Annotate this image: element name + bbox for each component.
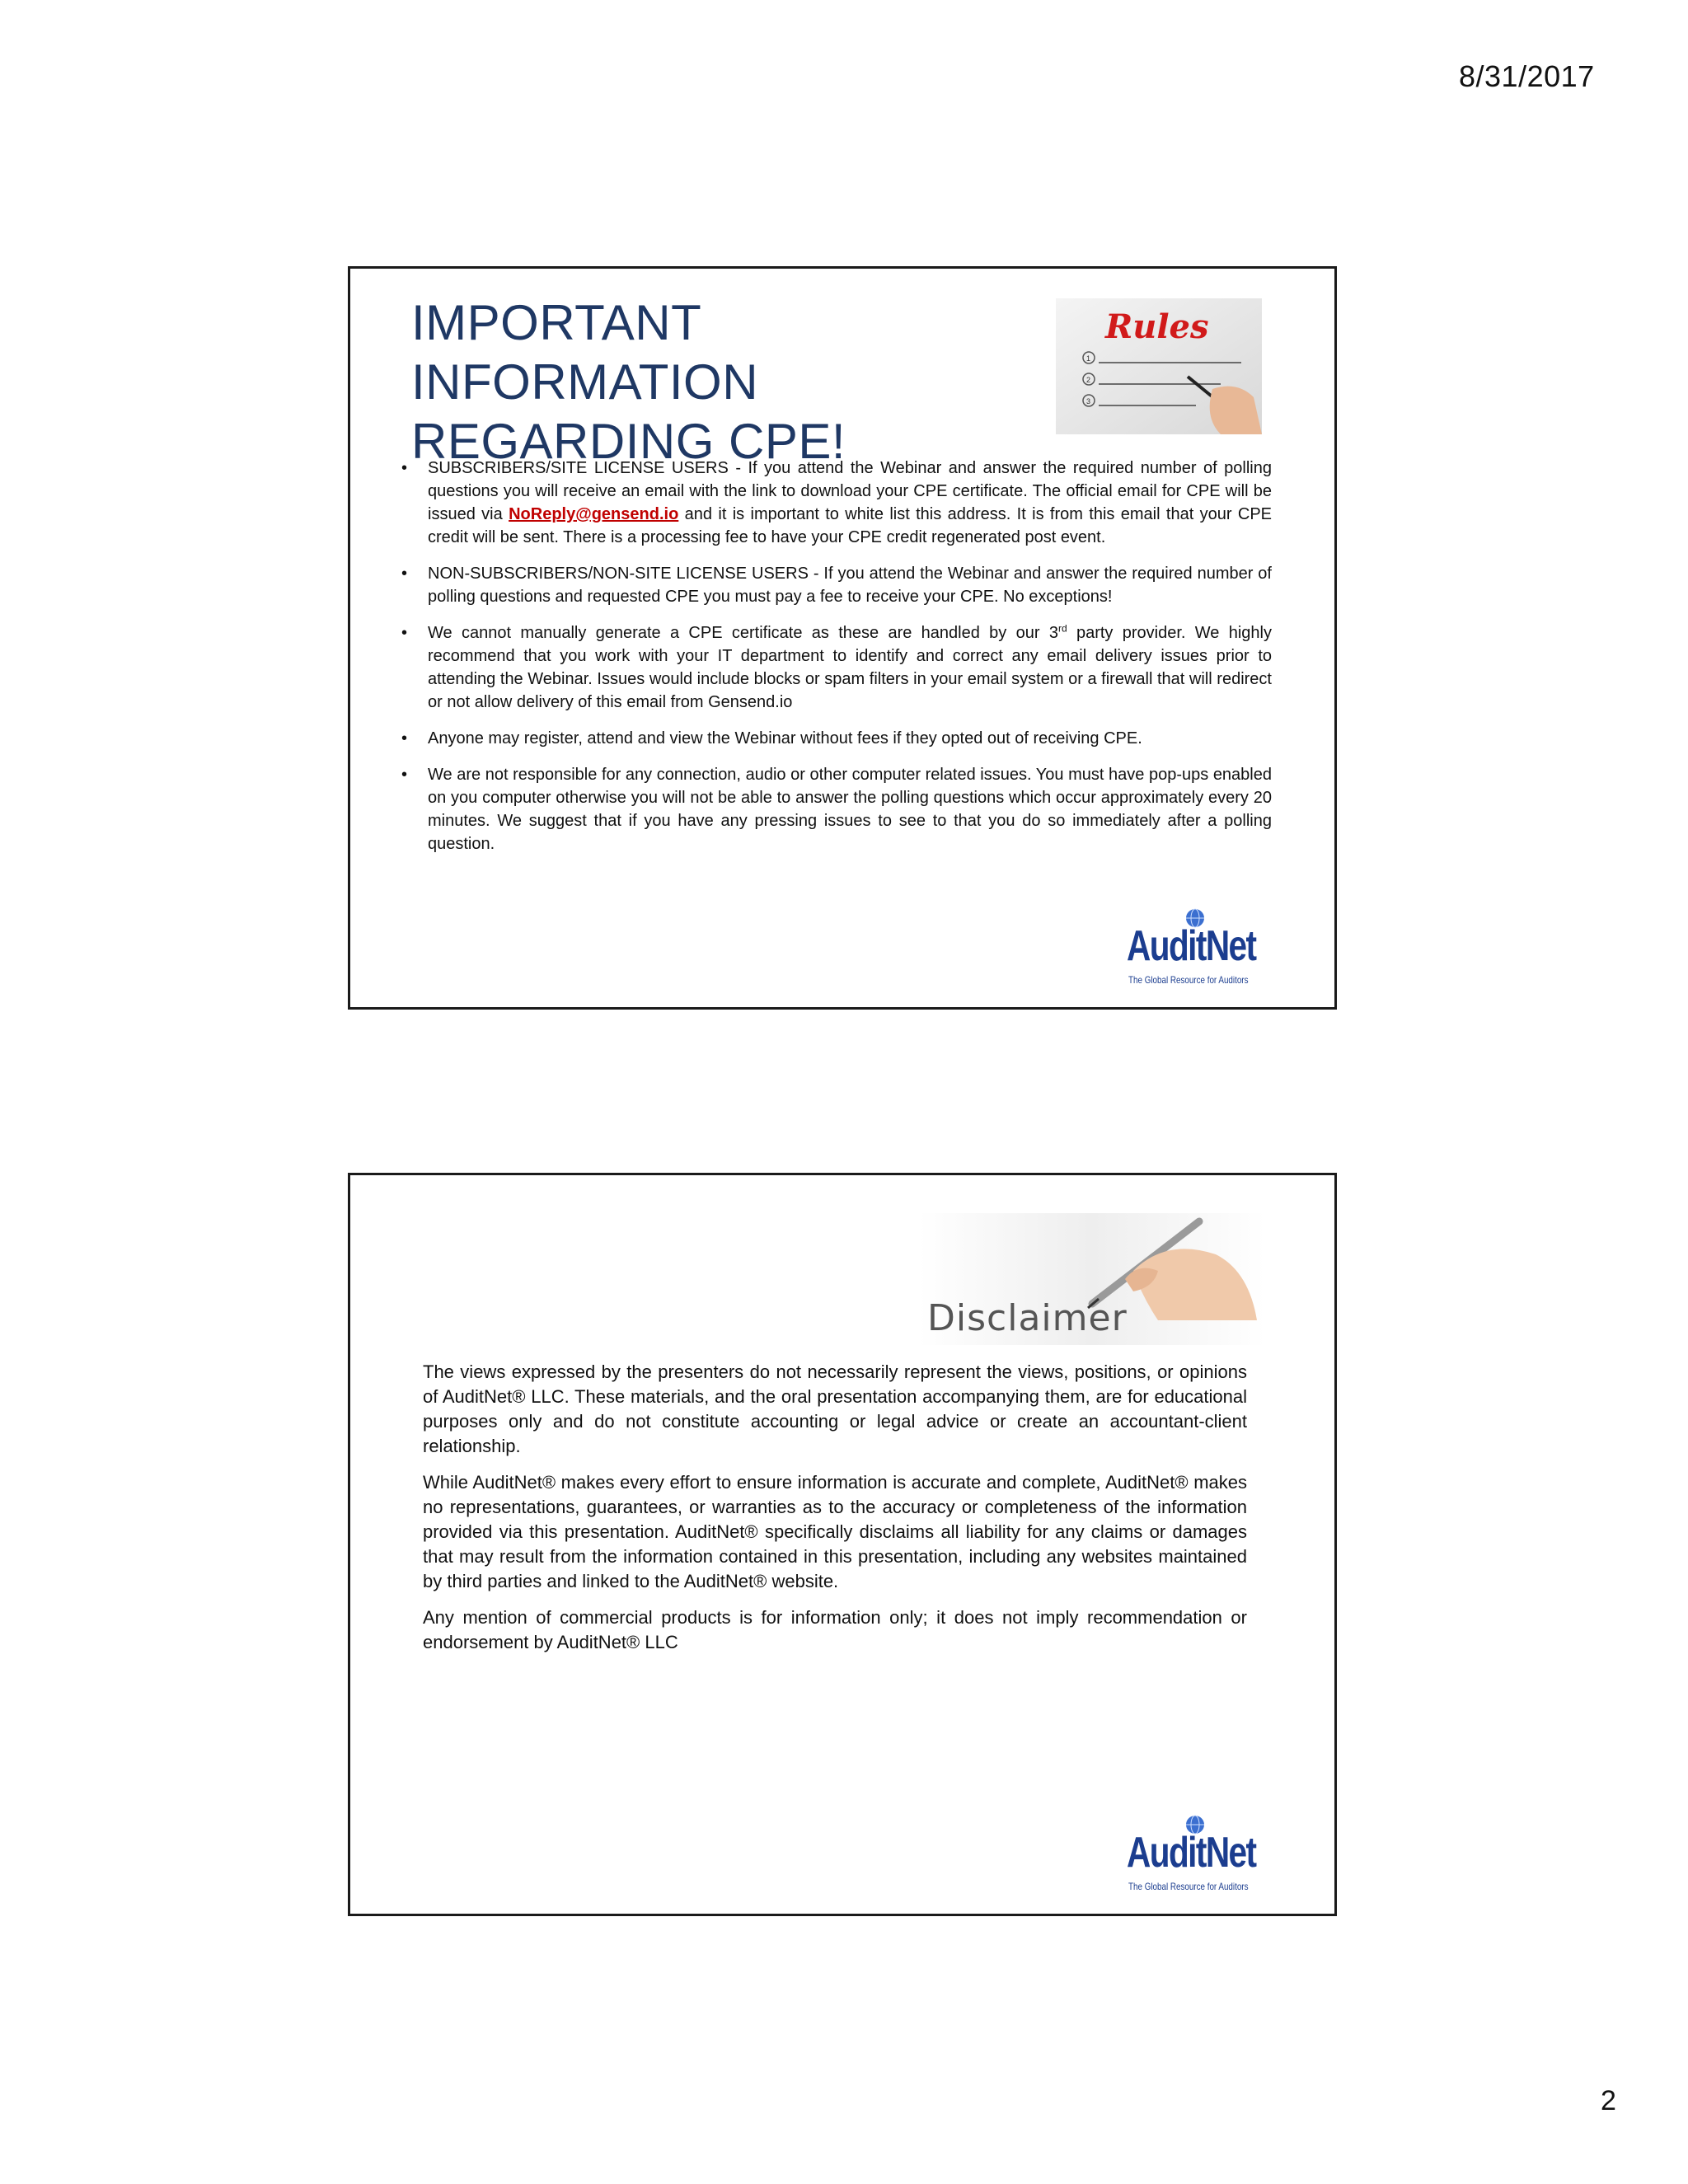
disclaimer-paragraph: Any mention of commercial products is for information only; it does not imply recommendation or endorsement by AuditNet® LLC bbox=[423, 1607, 1247, 1652]
list-item: • We cannot manually generate a CPE certificate as these are handled by our 3rd party provider. We highly recommend that you work with your IT department to identify and correct any email delivery issues prior to attending the Webinar. Issues would include blocks or spam filters in your email system or a firewall that will redirect or not allow delivery of this email from Gensend.io bbox=[398, 621, 1272, 714]
svg-text:1: 1 bbox=[1086, 354, 1091, 363]
cpe-rules-list bbox=[398, 457, 1272, 869]
disclaimer-paragraph: While AuditNet® makes every effort to ensure information is accurate and complete, AuditNet® makes no representations, guarantees, or warranties as to the accuracy or completeness of the information provided via this presentation. AuditNet® specifically disclaims all liability for any claims or damages that may result from the information contained in this presentation, including any websites maintained by third parties and linked to the AuditNet® website. bbox=[423, 1472, 1247, 1591]
auditnet-logo bbox=[1125, 903, 1265, 994]
slide-title: IMPORTANT INFORMATION REGARDING CPE! bbox=[411, 295, 846, 469]
auditnet-logo bbox=[1125, 1810, 1265, 1900]
svg-text:Rules: Rules bbox=[1105, 307, 1209, 346]
page-date: 8/31/2017 bbox=[1459, 59, 1595, 93]
slide-cpe-information bbox=[348, 266, 1337, 1010]
slide-disclaimer bbox=[348, 1173, 1337, 1916]
disclaimer-paragraph: The views expressed by the presenters do not necessarily represent the views, positions, or opinions of AuditNet® LLC. These materials, and the oral presentation accompanying them, are for educational purposes only and do not constitute accounting or legal advice or create an accountant-client relationship. bbox=[423, 1361, 1247, 1456]
cpe-email-link[interactable]: NoReply@gensend.io bbox=[509, 505, 679, 523]
logo-tagline: The Global Resource for Auditors bbox=[1128, 1881, 1249, 1892]
disclaimer-text bbox=[423, 1360, 1247, 1666]
logo-wordmark: AuditNet bbox=[1127, 922, 1256, 970]
svg-text:2: 2 bbox=[1086, 376, 1091, 384]
list-item: • We are not responsible for any connection, audio or other computer related issues. You must have pop-ups enabled on you computer otherwise you will not be able to answer the polling questions which occur approximately every 20 minutes. We suggest that if you have any pressing issues to see to that you do so immediately after a polling question. bbox=[398, 763, 1272, 855]
disclaimer-heading: Disclaimer bbox=[927, 1297, 1128, 1339]
list-item: • Anyone may register, attend and view the Webinar without fees if they opted out of receiving CPE. bbox=[398, 727, 1272, 750]
logo-tagline: The Global Resource for Auditors bbox=[1128, 974, 1249, 986]
logo-wordmark: AuditNet bbox=[1127, 1829, 1256, 1877]
page-number: 2 bbox=[1601, 2085, 1616, 2116]
rules-checklist-image bbox=[1056, 298, 1262, 434]
svg-text:3: 3 bbox=[1086, 397, 1091, 405]
list-item: • SUBSCRIBERS/SITE LICENSE USERS - If you attend the Webinar and answer the required number of polling questions you will receive an email with the link to download your CPE certificate. The official email for CPE will be issued via NoReply@gensend.io and it is important to white list this address. It is from this email that your CPE credit will be sent. There is a processing fee to have your CPE credit regenerated post event. bbox=[398, 457, 1272, 549]
list-item: • NON-SUBSCRIBERS/NON-SITE LICENSE USERS - If you attend the Webinar and answer the required number of polling questions and requested CPE you must pay a fee to receive your CPE. No exceptions! bbox=[398, 562, 1272, 608]
